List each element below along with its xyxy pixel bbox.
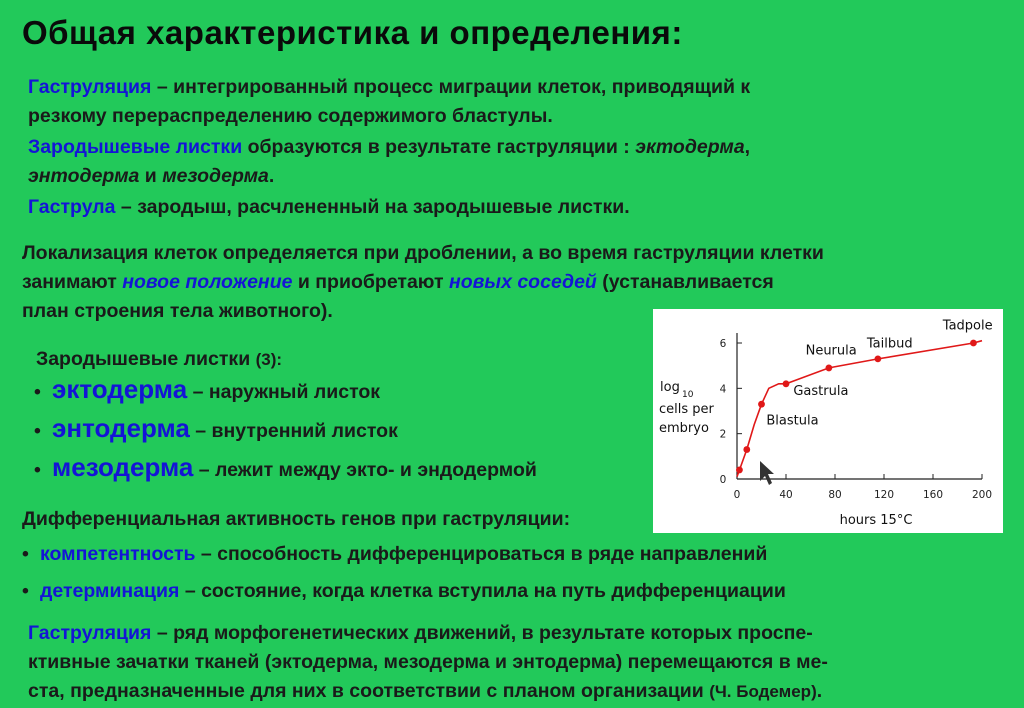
layer-item-endoderm <box>34 414 398 446</box>
gastrula-def: – зародыш, расчлененный на зародышевые листки. <box>115 196 630 218</box>
differential-heading: Дифференциальная активность генов при гаструляции: <box>22 508 571 530</box>
data-point <box>825 365 832 372</box>
localization-occupy: занимают <box>22 271 123 293</box>
data-points <box>736 340 977 474</box>
layers-heading <box>36 345 282 374</box>
data-point <box>783 380 790 387</box>
germ-layers-def-line2 <box>28 162 274 191</box>
growth-curve <box>737 341 982 477</box>
period: . <box>268 165 275 187</box>
layer-term: эктодерма <box>52 374 188 404</box>
final-line1-text: – ряд морфогенетических движений, в результате которых проспе- <box>151 622 813 644</box>
x-tick-label: 80 <box>828 489 842 501</box>
bullet: • <box>22 580 29 602</box>
x-tick-label: 120 <box>873 489 895 501</box>
layer-item-ectoderm <box>34 375 380 407</box>
localization-line1: Локализация клеток определяется при дроблении, а во время гаструляции клетки <box>22 242 824 264</box>
layers-count: (3): <box>255 350 283 369</box>
final-line2: ктивные зачатки тканей (эктодерма, мезодерма и энтодерма) перемещаются в ме- <box>28 651 828 673</box>
x-tick-label: 0 <box>733 489 741 501</box>
germ-layers-def: образуются в результате гаструляции : <box>242 136 636 158</box>
y-tick-label: 4 <box>719 383 727 396</box>
x-tick-label: 40 <box>779 489 793 501</box>
data-point <box>874 355 881 362</box>
layer-desc: – наружный листок <box>187 381 381 403</box>
new-position-term: новое положение <box>122 271 293 293</box>
final-line3 <box>28 677 822 706</box>
data-point <box>758 401 765 408</box>
y-tick-label: 0 <box>719 474 727 486</box>
germ-layers-term: Зародышевые листки <box>28 136 243 158</box>
y-axis-label <box>659 380 715 436</box>
gastrula-definition <box>28 193 630 222</box>
differential-item-determination <box>22 577 786 606</box>
germ-layers-definition <box>28 133 750 162</box>
stage-label: Neurula <box>805 343 857 359</box>
layer-item-mesoderm <box>34 453 537 485</box>
x-tick-label: 160 <box>922 489 944 501</box>
localization-line2 <box>22 268 774 297</box>
x-axis-label: hours 15°C <box>839 513 913 528</box>
gastrula-term: Гаструла <box>28 196 116 218</box>
final-period: . <box>816 680 823 702</box>
y-label-line: embryo <box>659 421 709 436</box>
localization-establish: (устанавливается <box>596 271 774 293</box>
stage-label: Tadpole <box>942 318 993 334</box>
page-title: Общая характеристика и определения: <box>22 14 683 51</box>
new-neighbors-term: новых соседей <box>448 271 597 293</box>
y-label-line: log <box>660 380 680 395</box>
data-point <box>743 446 750 453</box>
final-line3-text: ста, предназначенные для них в соответствии с планом организации <box>28 680 710 702</box>
layer-desc: – внутренний листок <box>189 420 398 442</box>
bullet: • <box>34 420 41 442</box>
and-word: и <box>139 165 163 187</box>
gastrulation-def-line1: – интегрированный процесс миграции клеток, приводящий к <box>151 76 751 98</box>
bullet: • <box>34 381 41 403</box>
chart-axes <box>737 333 982 479</box>
layer-desc: – лежит между экто- и эндодермой <box>193 459 537 481</box>
localization-line3: план строения тела животного). <box>22 300 333 322</box>
differential-desc: – состояние, когда клетка вступила на путь дифференциации <box>179 580 786 602</box>
y-tick-label: 2 <box>719 428 727 441</box>
y-label-line: cells per <box>659 402 714 417</box>
data-point <box>970 340 977 347</box>
layer-term: мезодерма <box>52 452 194 482</box>
differential-item-competence <box>22 540 767 569</box>
bullet: • <box>22 543 29 565</box>
y-tick-label: 6 <box>719 338 727 350</box>
layers-heading-text: Зародышевые листки <box>36 348 256 370</box>
gastrulation-term: Гаструляция <box>28 76 152 98</box>
layer-term: энтодерма <box>52 413 190 443</box>
cursor-arrow-icon <box>760 461 774 485</box>
mesoderm-term: мезодерма <box>162 165 269 187</box>
localization-acquire: и приобретают <box>292 271 449 293</box>
stage-label: Blastula <box>766 413 819 429</box>
final-term: Гаструляция <box>28 622 152 644</box>
differential-term: компетентность <box>40 543 196 565</box>
bullet: • <box>34 459 41 481</box>
stage-label: Gastrula <box>793 384 849 400</box>
differential-term: детерминация <box>40 580 180 602</box>
growth-chart <box>653 309 1003 533</box>
gastrulation-def-line2: резкому перераспределению содержимого бластулы. <box>28 105 553 127</box>
endoderm-term: энтодерма <box>28 165 140 187</box>
citation: (Ч. Бодемер) <box>709 682 817 701</box>
y-label-line: 10 <box>682 390 694 400</box>
gastrulation-definition <box>28 73 750 102</box>
x-tick-label: 200 <box>971 489 993 501</box>
stage-label: Tailbud <box>866 336 913 352</box>
differential-desc: – способность дифференцироваться в ряде направлений <box>195 543 768 565</box>
ectoderm-term: эктодерма <box>635 136 745 158</box>
comma: , <box>744 136 751 158</box>
final-line1 <box>28 619 813 648</box>
stage-labels <box>766 318 992 428</box>
data-point <box>736 467 743 474</box>
